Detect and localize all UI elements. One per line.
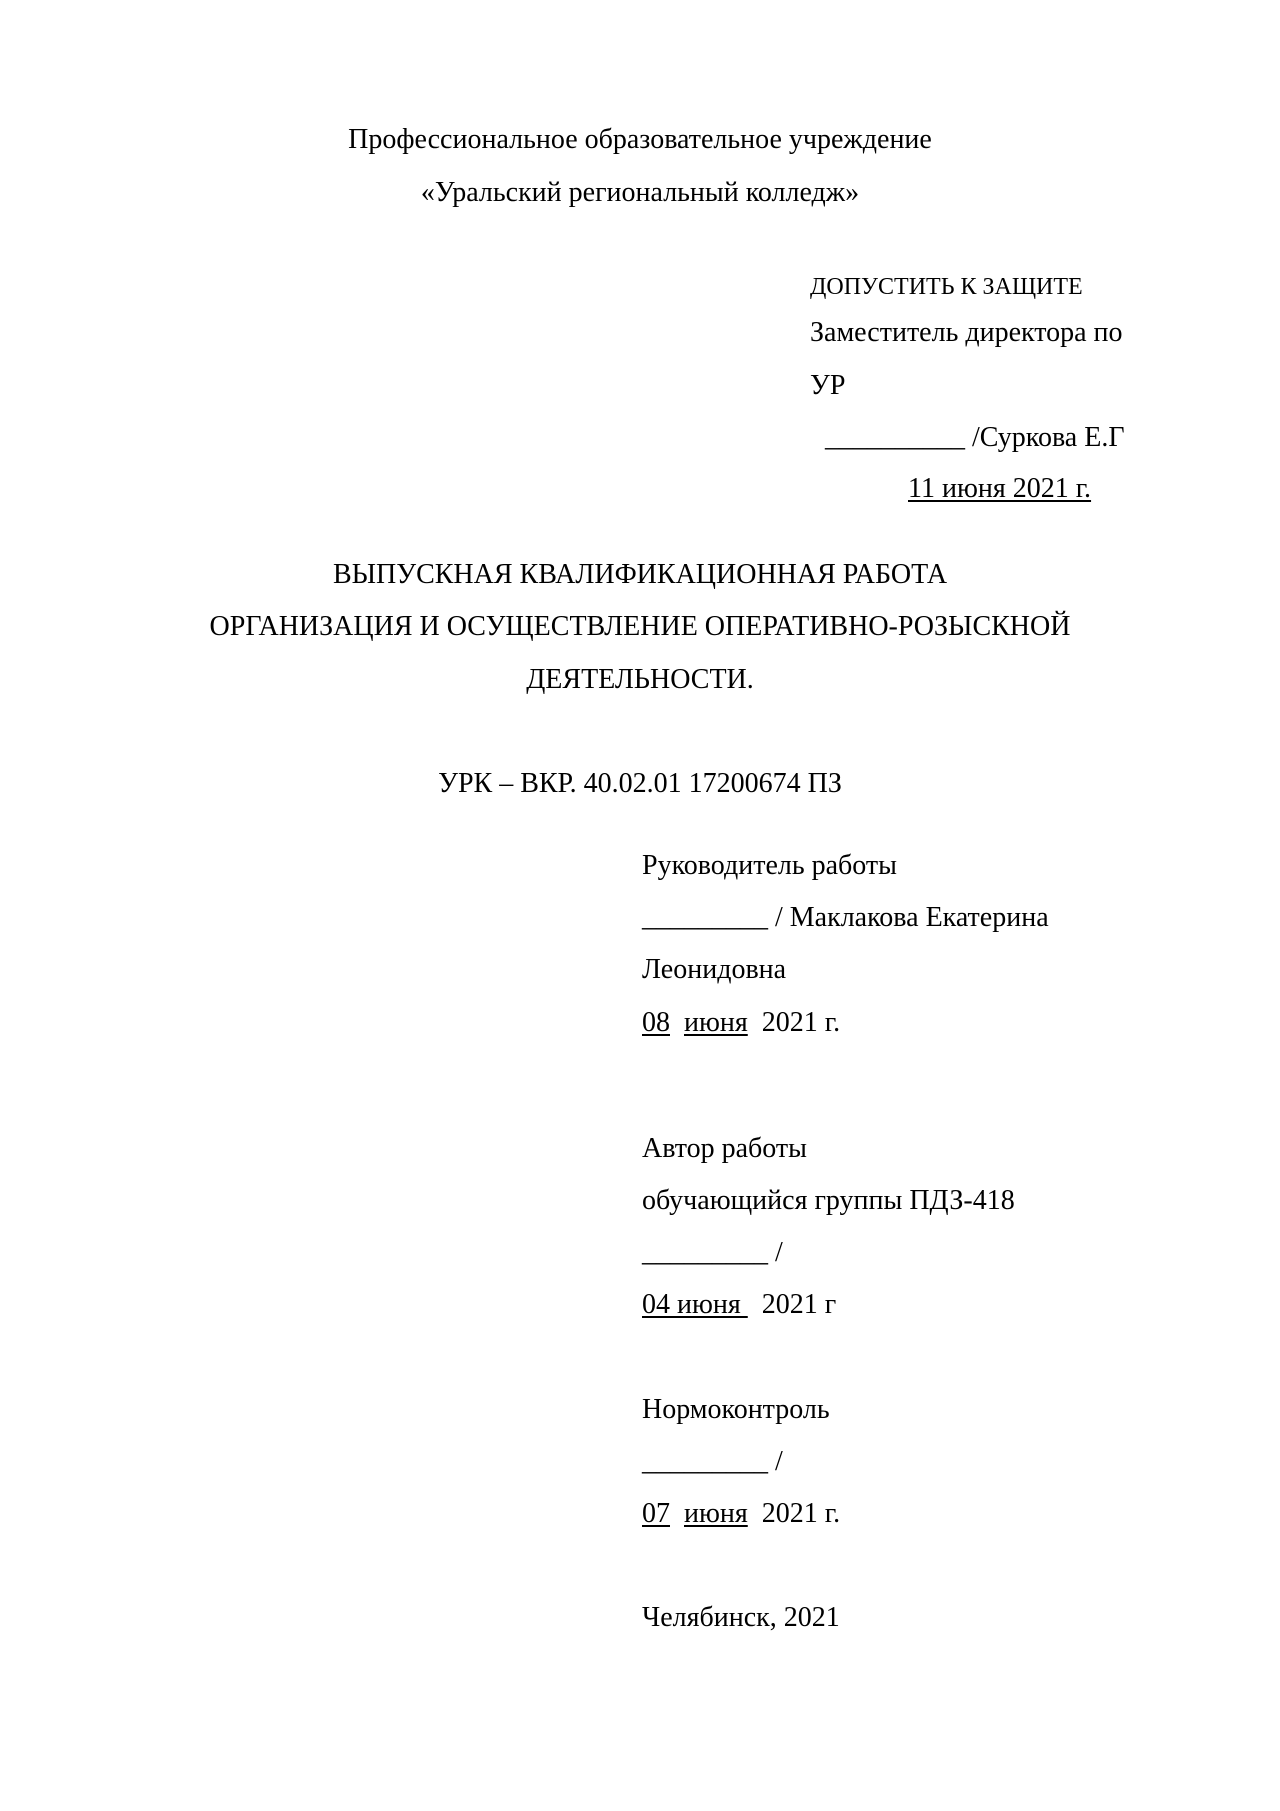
institution-line-2: «Уральский региональный колледж» <box>420 177 860 208</box>
normcontrol-signature <box>642 1445 783 1479</box>
normcontrol-date-day: 07 <box>642 1498 670 1529</box>
approval-signature <box>825 421 1125 455</box>
supervisor-label: Руководитель работы <box>642 850 897 881</box>
approval-position-line-1: Заместитель директора по <box>810 317 1123 348</box>
normcontrol-signature-slash: / <box>768 1446 783 1477</box>
approval-date: 11 июня 2021 г. <box>908 473 1092 504</box>
work-type: ВЫПУСКНАЯ КВАЛИФИКАЦИОННАЯ РАБОТА <box>332 559 948 590</box>
approval-title: ДОПУСТИТЬ К ЗАЩИТЕ <box>810 274 1083 300</box>
supervisor-date-year: 2021 г. <box>761 1007 841 1038</box>
author-group: обучающийся группы ПДЗ-418 <box>642 1185 1015 1216</box>
author-label: Автор работы <box>642 1133 807 1164</box>
normcontrol-date <box>642 1497 840 1531</box>
supervisor-signature-blank: _________ <box>642 902 768 933</box>
supervisor-date-month: июня <box>684 1007 748 1038</box>
supervisor-name-line-1: / Маклакова Екатерина <box>768 902 1049 933</box>
normcontrol-label: Нормоконтроль <box>642 1394 830 1425</box>
normcontrol-signature-blank: _________ <box>642 1446 768 1477</box>
author-date-daymonth: 04 июня <box>642 1289 748 1320</box>
normcontrol-date-year: 2021 г. <box>761 1498 841 1529</box>
approval-signature-blank: __________ <box>825 422 965 453</box>
author-date <box>642 1288 836 1322</box>
normcontrol-date-month: июня <box>684 1498 748 1529</box>
author-date-year: 2021 г <box>761 1289 837 1320</box>
institution-line-1: Профессиональное образовательное учреждение <box>348 124 932 155</box>
work-topic-line-1: ОРГАНИЗАЦИЯ И ОСУЩЕСТВЛЕНИЕ ОПЕРАТИВНО-РОЗЫСКНОЙ <box>209 611 1071 642</box>
author-signature-blank: _________ <box>642 1237 768 1268</box>
supervisor-date-day: 08 <box>642 1007 670 1038</box>
supervisor-date <box>642 1006 840 1040</box>
author-signature-slash: / <box>768 1237 783 1268</box>
work-topic-line-2: ДЕЯТЕЛЬНОСТИ. <box>526 664 754 695</box>
supervisor-signature <box>642 901 1049 935</box>
approval-signature-name: /Суркова Е.Г <box>965 422 1125 453</box>
work-code: УРК – ВКР. 40.02.01 17200674 ПЗ <box>438 768 842 799</box>
city-year: Челябинск, 2021 <box>642 1602 840 1633</box>
author-signature <box>642 1236 783 1270</box>
approval-position-line-2: УР <box>810 370 846 401</box>
supervisor-name-line-2: Леонидовна <box>642 954 787 985</box>
